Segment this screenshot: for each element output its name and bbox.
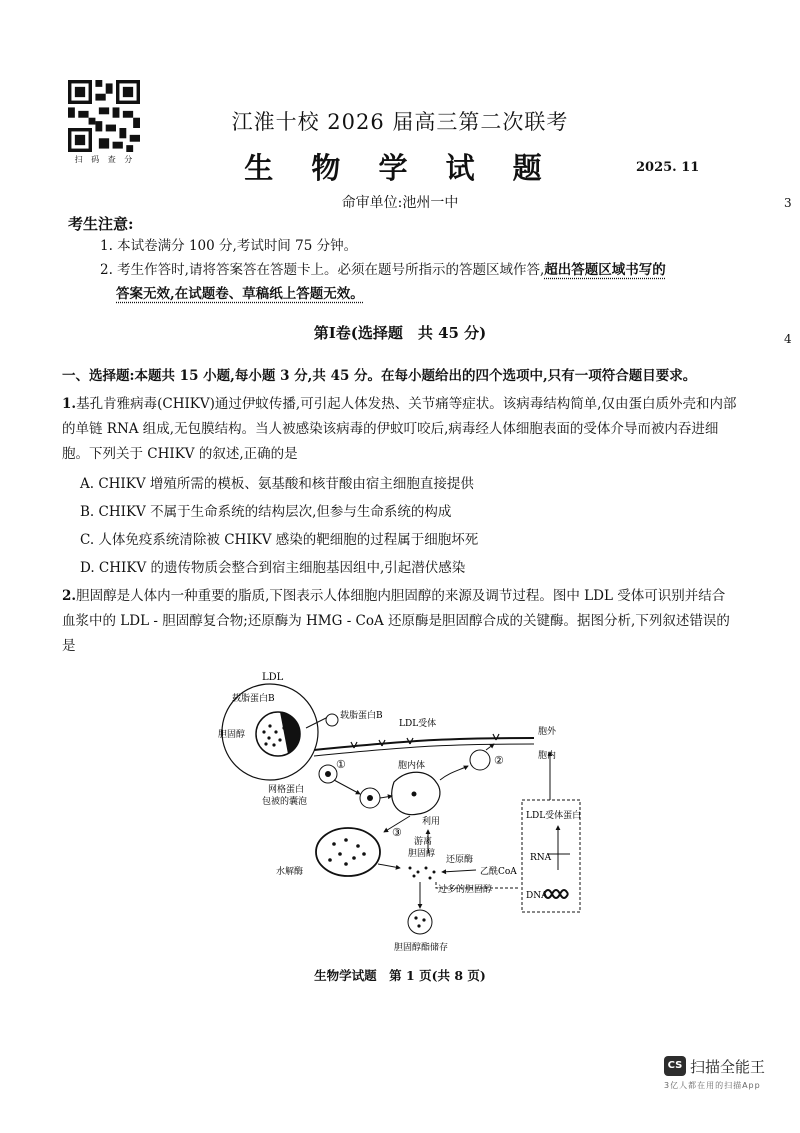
recycling-vesicle [470, 750, 490, 770]
volume-heading: 第Ⅰ卷(选择题 共 45 分) [313, 324, 487, 342]
q1-option-d: D. CHIKV 的遗传物质会整合到宿主细胞基因组中,引起潜伏感染 [80, 560, 466, 576]
storage-droplet [408, 910, 432, 934]
notice-title: 考生注意: [68, 215, 134, 233]
label-ldl-receptor: LDL受体 [399, 719, 437, 729]
camscanner-logo: CS [664, 1056, 686, 1076]
notice-item-2-cont: 答案无效,在试题卷、草稿纸上答题无效。 [116, 286, 364, 302]
label-receptor-protein: LDL受体蛋白 [526, 811, 582, 821]
label-outside: 胞外 [538, 727, 557, 737]
label-endosome: 胞内体 [398, 761, 426, 771]
notice-item-2: 2. 考生作答时,请将答案答在答题卡上。必须在题号所指示的答题区域作答,超出答题区域书写的 [100, 262, 666, 278]
label-vesicle-2: 包被的囊泡 [262, 797, 308, 807]
qr-caption: 扫 码 查 分 [74, 155, 136, 164]
notice-item-1: 1. 本试卷满分 100 分,考试时间 75 分钟。 [100, 238, 358, 254]
margin-number: 4 [784, 332, 792, 346]
small-ldl [326, 714, 338, 726]
label-free-1: 游离 [414, 837, 433, 847]
q1-option-c: C. 人体免疫系统清除被 CHIKV 感染的靶细胞的过程属于细胞坏死 [80, 532, 479, 548]
label-excess: 过多的胆固醇 [438, 885, 493, 895]
label-inside: 胞内 [538, 751, 557, 761]
label-dna: DNA [526, 891, 548, 901]
label-hydrolase: 水解酶 [276, 867, 304, 877]
question-2: 2.胆固醇是人体内一种重要的脂质,下图表示人体细胞内胆固醇的来源及调节过程。图中 LDL 受体可识别并结合血浆中的 LDL - 胆固醇复合物;还原酶为 HMG - CoA 还原酶是胆固醇合成的关键酶。据图分析,下列叙述错误的是 [62, 588, 730, 654]
label-acetyl-coa: 乙酰CoA [480, 867, 517, 877]
label-rna: RNA [530, 853, 552, 863]
subject-title: 生 物 学 试 题 [244, 151, 556, 185]
q1-option-b: B. CHIKV 不属于生命系统的结构层次,但参与生命系统的构成 [80, 504, 452, 520]
exam-title: 江淮十校 2026 届高三第二次联考 [231, 110, 569, 134]
label-step-2: ② [494, 754, 504, 767]
margin-number: 3 [784, 196, 792, 210]
lysosome [316, 828, 380, 876]
camscanner-name: 扫描全能王 [690, 1058, 766, 1076]
label-free-2: 胆固醇 [408, 849, 436, 859]
page-footer: 生物学试题 第 1 页(共 8 页) [314, 968, 486, 983]
label-apob-inner: 载脂蛋白B [232, 694, 275, 704]
setter-unit: 命审单位:池州一中 [341, 195, 459, 211]
camscanner-tagline: 3亿人都在用的扫描App [664, 1081, 761, 1090]
label-apob-outer: 载脂蛋白B [340, 711, 383, 721]
label-use: 利用 [422, 817, 441, 827]
label-vesicle-1: 网格蛋白 [268, 785, 305, 795]
label-reductase: 还原酶 [446, 855, 474, 865]
exam-date: 2025. 11 [636, 160, 700, 175]
label-ldl: LDL [262, 672, 284, 683]
label-storage: 胆固醇酯储存 [394, 943, 449, 953]
q1-option-a: A. CHIKV 增殖所需的模板、氨基酸和核苷酸由宿主细胞直接提供 [80, 476, 474, 492]
label-step-1: ① [336, 758, 346, 771]
question-1: 1.基孔肯雅病毒(CHIKV)通过伊蚊传播,可引起人体发热、关节痛等症状。该病毒结构简单,仅由蛋白质外壳和内部的单链 RNA 组成,无包膜结构。当人被感染该病毒的伊蚊叮咬后,病毒经人体细胞表面的受体介导而被内吞进细胞。下列关于 CHIKV 的叙述,正确的是 [62, 396, 737, 462]
dna-helix [544, 890, 568, 898]
section-heading: 一、选择题:本题共 15 小题,每小题 3 分,共 45 分。在每小题给出的四个选项中,只有一项符合题目要求。 [62, 368, 697, 384]
cholesterol-diagram [214, 668, 582, 958]
label-cholesterol: 胆固醇 [218, 730, 246, 740]
label-step-3: ③ [392, 826, 402, 839]
